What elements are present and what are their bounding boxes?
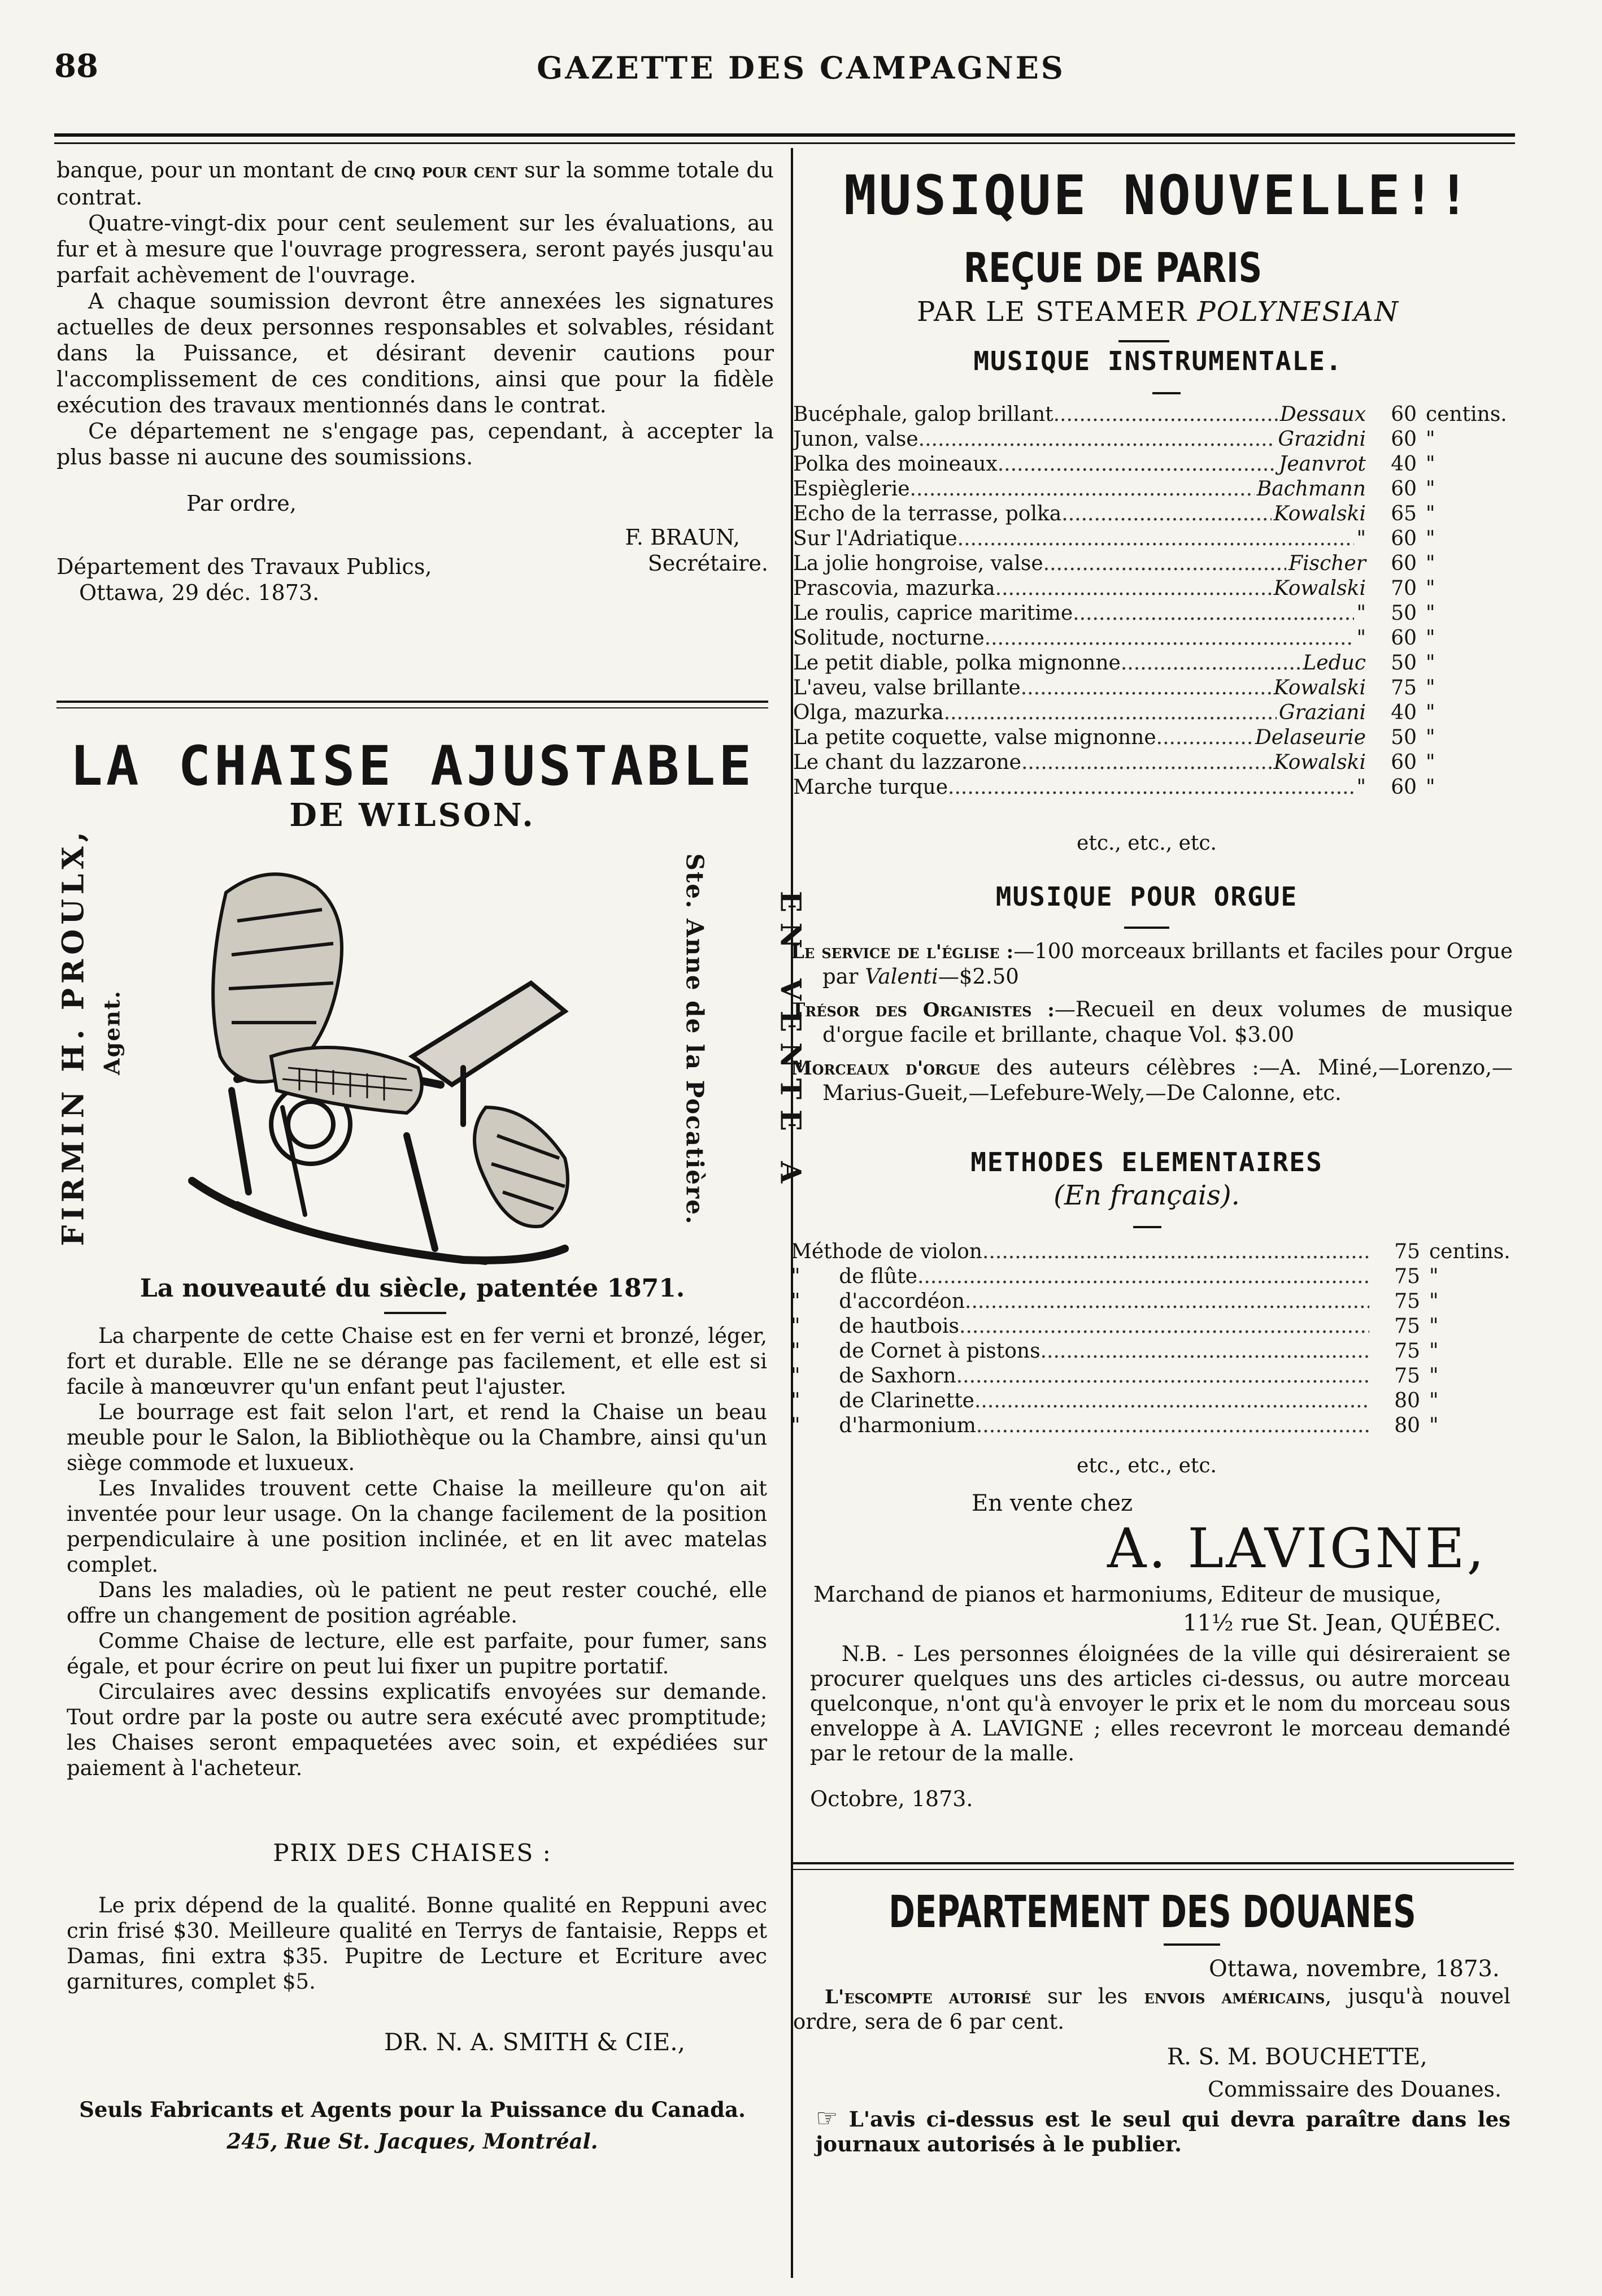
music-dash-3 (1124, 927, 1169, 929)
instr-price: 60 (1391, 751, 1417, 774)
instr-composer: Grazidni (1278, 428, 1366, 451)
leader-dots (910, 477, 1255, 502)
instr-row (793, 725, 1510, 750)
leader-dots (985, 626, 1355, 651)
leader-dots (1061, 502, 1272, 527)
instr-row (793, 750, 1510, 775)
methode-title: " de hautbois (791, 1315, 960, 1338)
methode-price: 75 (1394, 1240, 1420, 1263)
douanes-dash (1164, 1943, 1220, 1946)
prices-text: Le prix dépend de la qualité. Bonne qualité en Reppuni avec crin frisé $30. Meilleure qualité en Terrys de fantaisie, Repps et Damas, fini extra $35. Pupitre de Lecture et Ecriture avec garnitures, complet $5. (67, 1893, 767, 1994)
instr-unit: " (1426, 701, 1435, 724)
instr-unit: " (1426, 577, 1435, 600)
tender-date: Ottawa, 29 déc. 1873. (79, 580, 320, 605)
instr-composer: Kowalski (1273, 577, 1366, 600)
methode-price: 75 (1394, 1290, 1420, 1313)
instr-price: 50 (1391, 726, 1417, 749)
methode-price: 75 (1394, 1340, 1420, 1363)
methode-unit: " (1429, 1315, 1439, 1338)
instr-title: Solitude, nocturne (793, 627, 985, 650)
prices-heading: PRIX DES CHAISES : (273, 1839, 552, 1867)
methode-unit: " (1429, 1364, 1439, 1388)
orgue-item-3: Morceaux d'orgue des auteurs célèbres :—A. Miné,—Lorenzo,—Marius-Gueit,—Lefebure-Wely,—De Calonne, etc. (791, 1055, 1513, 1105)
instr-title: Le roulis, caprice maritime (793, 602, 1073, 625)
instr-price: 70 (1391, 577, 1417, 600)
instr-row (793, 527, 1510, 551)
tagline-dash (384, 1312, 446, 1314)
instr-title: Sur l'Adriatique (793, 527, 957, 550)
instr-price: 60 (1391, 776, 1417, 799)
methode-title: " de Saxhorn (791, 1364, 956, 1388)
instr-price: 50 (1391, 651, 1417, 675)
leader-dots (956, 1364, 1369, 1389)
methode-unit: centins. (1429, 1240, 1510, 1263)
methode-title: " d'accordéon (791, 1290, 965, 1313)
instr-price: 60 (1391, 527, 1417, 550)
methode-row (791, 1414, 1514, 1438)
instr-price: 60 (1391, 552, 1417, 575)
leader-dots (1043, 551, 1287, 576)
chair-subtitle: DE WILSON. (289, 797, 536, 834)
instr-composer: Graziani (1278, 701, 1366, 724)
leader-dots (1021, 676, 1272, 701)
instr-row (793, 626, 1510, 651)
running-head: GAZETTE DES CAMPAGNES (537, 50, 1065, 86)
leader-dots (1156, 725, 1253, 750)
orgue-item-1: Le service de l'église :—100 morceaux brillants et faciles pour Orgue par Valenti—$2.50 (791, 939, 1513, 989)
instr-unit: " (1426, 751, 1435, 774)
methode-unit: " (1429, 1340, 1439, 1363)
instr-unit: " (1426, 726, 1435, 749)
methode-unit: " (1429, 1290, 1439, 1313)
left-rule-1 (56, 701, 768, 708)
chair-para-1: La charpente de cette Chaise est en fer verni et bronzé, léger, fort et durable. Elle ne se dérange pas facilement, et elle est si facile à manœuvrer qu'un enfant peut l'ajuster. (67, 1324, 767, 1399)
methode-unit: " (1429, 1265, 1439, 1288)
instr-row (793, 676, 1510, 701)
methode-price: 80 (1394, 1389, 1420, 1412)
instr-unit: " (1426, 676, 1435, 699)
leader-dots (944, 701, 1277, 725)
douanes-title: DEPARTEMENT DES DOUANES (889, 1887, 1416, 1938)
instr-unit: " (1426, 453, 1435, 476)
leader-dots (917, 1264, 1369, 1289)
leader-dots (982, 1240, 1369, 1264)
instr-composer: Dessaux (1279, 403, 1366, 426)
methode-price: 75 (1394, 1315, 1420, 1338)
music-dash-2 (1152, 392, 1181, 394)
instr-composer: " (1356, 627, 1366, 650)
instr-heading: MUSIQUE INSTRUMENTALE. (973, 346, 1343, 376)
instr-unit: " (1426, 627, 1435, 650)
methodes-list (791, 1240, 1514, 1438)
instr-price: 60 (1391, 428, 1417, 451)
top-rule (54, 133, 1515, 144)
maker-address: 245, Rue St. Jacques, Montréal. (227, 2129, 598, 2154)
instr-etc: etc., etc., etc. (1077, 832, 1217, 855)
leader-dots (1073, 601, 1354, 626)
music-subtitle: REÇUE DE PARIS (963, 244, 1263, 292)
instr-price: 60 (1391, 627, 1417, 650)
instr-composer: Fischer (1288, 552, 1366, 575)
methode-unit: " (1429, 1389, 1439, 1412)
chair-para-4: Dans les maladies, où le patient ne peut rester couché, elle offre un changement de position agréable. (67, 1578, 767, 1628)
instr-composer: Leduc (1303, 651, 1366, 675)
methode-row (791, 1389, 1514, 1414)
instr-title: Echo de la terrasse, polka (793, 502, 1062, 525)
methode-title: " de flûte (791, 1265, 917, 1288)
signer-title: Secrétaire. (647, 551, 768, 576)
chair-para-5: Comme Chaise de lecture, elle est parfaite, pour fumer, sans égale, et pour écrire on peut lui fixer un pupitre portatif. (67, 1629, 767, 1678)
tender-p3: A chaque soumission devront être annexées les signatures actuelles de deux personnes responsables et solvables, résidant dans la Puissance, et désirant devenir cautions pour l'accomplissement de ces conditions, ainsi que pour la fidèle exécution des travaux mentionnés dans le contrat. (56, 289, 774, 418)
tender-p1: banque, pour un montant de cinq pour cent sur la somme totale du contrat. (56, 158, 774, 210)
instr-price: 40 (1391, 701, 1417, 724)
instr-title: Le chant du lazzarone (793, 751, 1021, 774)
pointing-hand-icon: ☞ (816, 2104, 838, 2133)
instr-price: 65 (1391, 502, 1417, 525)
vente-chez: En vente chez (972, 1490, 1133, 1516)
instr-title: Bucéphale, galop brillant (793, 403, 1054, 426)
instr-unit: " (1426, 502, 1435, 525)
instr-unit: " (1426, 527, 1435, 550)
instr-title: Marche turque (793, 776, 948, 799)
instr-row (793, 551, 1510, 576)
instr-composer: Jeanvrot (1278, 453, 1366, 476)
instr-title: La jolie hongroise, valse (793, 552, 1043, 575)
methode-price: 80 (1394, 1414, 1420, 1437)
methode-row (791, 1364, 1514, 1389)
instr-row (793, 427, 1510, 452)
par-ordre: Par ordre, (186, 491, 297, 516)
instr-composer: Bachmann (1256, 477, 1366, 501)
methode-title: Méthode de violon (791, 1240, 982, 1263)
tender-notice (56, 157, 774, 606)
maker-name: DR. N. A. SMITH & CIE., (384, 2028, 685, 2056)
signer: F. BRAUN, (625, 525, 740, 550)
instr-composer: Kowalski (1273, 502, 1366, 525)
instr-unit: " (1426, 776, 1435, 799)
tender-dept: Département des Travaux Publics, (56, 554, 432, 579)
instr-price: 75 (1391, 676, 1417, 699)
seller-desc: Marchand de pianos et harmoniums, Editeur de musique, (813, 1582, 1442, 1607)
leader-dots (965, 1289, 1369, 1314)
leader-dots (995, 576, 1272, 601)
instr-composer: " (1356, 527, 1366, 550)
chair-tagline: La nouveauté du siècle, patentée 1871. (140, 1274, 685, 1303)
instr-title: L'aveu, valse brillante (793, 676, 1021, 699)
douanes-signer-title: Commissaire des Douanes. (1208, 2077, 1502, 2102)
leader-dots (974, 1389, 1369, 1414)
instr-title: Prascovia, mazurka (793, 577, 995, 600)
methode-price: 75 (1394, 1265, 1420, 1288)
instr-composer: Kowalski (1273, 676, 1366, 699)
methode-title: " d'harmonium (791, 1414, 976, 1437)
instr-composer: " (1356, 776, 1366, 799)
sale-label: EN VENTE A (774, 890, 808, 1194)
chair-illustration (169, 842, 700, 1271)
instr-row (793, 477, 1510, 502)
instr-unit: " (1426, 651, 1435, 675)
orgue-list (791, 939, 1513, 1106)
methode-title: " de Cornet à pistons (791, 1340, 1041, 1363)
nb-notice: N.B. - Les personnes éloignées de la ville qui désireraient se procurer quelques uns des articles ci-dessus, ou autre morceau quelconque, n'ont qu'à envoyer le prix et le nom du morceau sous enveloppe à A. LAVIGNE ; elles recevront le morceau demandé par le retour de la malle. (810, 1642, 1510, 1766)
chair-para-2: Le bourrage est fait selon l'art, et rend la Chaise un beau meuble pour le Salon, la Bibliothèque ou la Chambre, ainsi qu'un siège commode et luxueux. (67, 1400, 767, 1475)
instr-composer: Delaseurie (1255, 726, 1366, 749)
leader-dots (959, 1314, 1369, 1339)
instr-row (793, 775, 1510, 800)
methode-row (791, 1240, 1514, 1264)
douanes-date: Ottawa, novembre, 1873. (1209, 1956, 1500, 1982)
seller-address: 11½ rue St. Jean, QUÉBEC. (1183, 1610, 1501, 1636)
leader-dots (1041, 1339, 1369, 1364)
leader-dots (957, 527, 1355, 551)
methode-unit: " (1429, 1414, 1439, 1437)
instr-price: 60 (1391, 403, 1417, 426)
leader-dots (948, 775, 1354, 800)
instr-row (793, 502, 1510, 527)
music-dash-1 (1118, 340, 1169, 342)
instr-title: La petite coquette, valse mignonne (793, 726, 1156, 749)
instr-row (793, 576, 1510, 601)
music-dash-4 (1133, 1226, 1161, 1228)
instr-title: Polka des moineaux (793, 453, 998, 476)
methode-title: " de Clarinette (791, 1389, 974, 1412)
methodes-sub: (En français). (1054, 1180, 1240, 1211)
chair-para-6: Circulaires avec dessins explicatifs envoyées sur demande. Tout ordre par la poste ou autre sera exécuté avec promptitude; les Chaises seront empaquetées avec soin, et expédiées sur paiement à l'acheteur. (67, 1680, 767, 1780)
orgue-heading: MUSIQUE POUR ORGUE (995, 881, 1298, 912)
instr-price: 40 (1391, 453, 1417, 476)
instr-unit: centins. (1426, 403, 1507, 426)
instr-unit: " (1426, 428, 1435, 451)
methode-row (791, 1314, 1514, 1339)
methodes-heading: METHODES ELEMENTAIRES (970, 1147, 1323, 1177)
tender-p2: Quatre-vingt-dix pour cent seulement sur les évaluations, au fur et à mesure que l'ouvrage progressera, seront payés jusqu'au parfait achèvement de l'ouvrage. (56, 211, 774, 288)
leader-dots (1054, 402, 1278, 427)
steamer-line: PAR LE STEAMER POLYNESIAN (917, 296, 1399, 328)
instr-row (793, 601, 1510, 626)
right-rule-1 (793, 1862, 1514, 1870)
instr-title: Junon, valse (793, 428, 918, 451)
maker-line: Seuls Fabricants et Agents pour la Puissance du Canada. (79, 2097, 746, 2122)
seller-name: A. LAVIGNE, (1107, 1517, 1487, 1580)
instr-title: Le petit diable, polka mignonne (793, 651, 1121, 675)
leader-dots (1121, 651, 1301, 676)
agent-label: Agent. (99, 990, 125, 1075)
instr-title: Olga, mazurka (793, 701, 944, 724)
methode-row (791, 1264, 1514, 1289)
leader-dots (1021, 750, 1272, 775)
instr-row (793, 701, 1510, 725)
agent-name: FIRMIN H. PROULX, (56, 827, 91, 1246)
instr-list (793, 402, 1510, 800)
instr-row (793, 651, 1510, 676)
douanes-signer: R. S. M. BOUCHETTE, (1167, 2044, 1427, 2070)
instr-title: Espièglerie (793, 477, 910, 501)
methode-row (791, 1289, 1514, 1314)
leader-dots (998, 452, 1277, 477)
instr-row (793, 402, 1510, 427)
instr-unit: " (1426, 602, 1435, 625)
leader-dots (918, 427, 1276, 452)
music-title: MUSIQUE NOUVELLE!! (843, 164, 1473, 227)
page-number: 88 (54, 47, 98, 85)
chair-title: LA CHAISE AJUSTABLE (69, 734, 755, 798)
instr-composer: " (1356, 602, 1366, 625)
music-date: Octobre, 1873. (810, 1786, 973, 1811)
methode-price: 75 (1394, 1364, 1420, 1388)
instr-unit: " (1426, 477, 1435, 501)
orgue-item-2: Trésor des Organistes :—Recueil en deux volumes de musique d'orgue facile et brillante, chaque Vol. $3.00 (791, 997, 1513, 1047)
chair-description (67, 1323, 767, 1781)
leader-dots (976, 1414, 1369, 1438)
sale-place: Ste. Anne de la Pocatière. (681, 853, 709, 1225)
methodes-etc: etc., etc., etc. (1077, 1454, 1217, 1477)
instr-row (793, 452, 1510, 477)
instr-unit: " (1426, 552, 1435, 575)
chair-para-3: Les Invalides trouvent cette Chaise la meilleure qu'on ait inventée pour leur usage. On la change facilement de la position perpendiculaire à une position inclinée, et en lit avec matelas complet. (67, 1476, 767, 1577)
methode-row (791, 1339, 1514, 1364)
instr-price: 60 (1391, 477, 1417, 501)
tender-p4: Ce département ne s'engage pas, cependant, à accepter la plus basse ni aucune des soumissions. (56, 419, 774, 469)
instr-price: 50 (1391, 602, 1417, 625)
douanes-notice: ☞ L'avis ci-dessus est le seul qui devra paraître dans les journaux autorisés à le publier. (816, 2104, 1511, 2156)
instr-composer: Kowalski (1273, 751, 1366, 774)
douanes-text: L'escompte autorisé sur les envois américains, jusqu'à nouvel ordre, sera de 6 par cent. (793, 1984, 1510, 2034)
